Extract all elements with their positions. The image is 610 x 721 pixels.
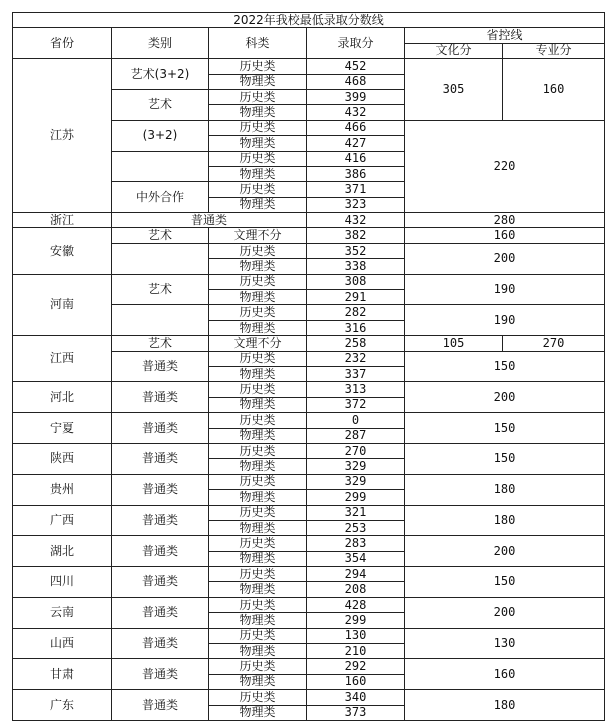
category-cell: 普通类 — [112, 213, 307, 228]
score-cell: 232 — [307, 351, 405, 366]
score-cell: 270 — [307, 443, 405, 458]
subject-cell: 历史类 — [209, 536, 307, 551]
score-cell: 352 — [307, 243, 405, 258]
subject-cell: 历史类 — [209, 659, 307, 674]
province-cell: 山西 — [13, 628, 112, 659]
subject-cell: 历史类 — [209, 567, 307, 582]
table-row — [13, 382, 605, 397]
control-line-cell: 190 — [405, 274, 605, 305]
province-cell: 陕西 — [13, 443, 112, 474]
subject-cell: 历史类 — [209, 474, 307, 489]
category-cell: 普通类 — [112, 505, 209, 536]
control-line-cell: 200 — [405, 243, 605, 274]
subject-cell: 历史类 — [209, 351, 307, 366]
subject-cell: 历史类 — [209, 243, 307, 258]
subject-cell: 历史类 — [209, 690, 307, 705]
score-cell: 354 — [307, 551, 405, 566]
header-culture-score: 文化分 — [405, 43, 503, 58]
table-row — [13, 536, 605, 551]
score-cell: 427 — [307, 136, 405, 151]
province-cell: 安徽 — [13, 228, 112, 274]
table-row — [13, 443, 605, 458]
subject-cell: 历史类 — [209, 305, 307, 320]
subject-cell: 物理类 — [209, 259, 307, 274]
score-cell: 283 — [307, 536, 405, 551]
subject-cell: 物理类 — [209, 644, 307, 659]
score-cell: 372 — [307, 397, 405, 412]
province-cell: 云南 — [13, 597, 112, 628]
subject-cell: 历史类 — [209, 151, 307, 166]
culture-line-cell: 105 — [405, 336, 503, 351]
province-cell: 浙江 — [13, 213, 112, 228]
category-cell: 普通类 — [112, 382, 209, 413]
admission-score-table — [12, 12, 605, 721]
score-cell: 210 — [307, 644, 405, 659]
category-cell: 普通类 — [112, 536, 209, 567]
score-cell: 253 — [307, 520, 405, 535]
subject-cell: 历史类 — [209, 89, 307, 104]
subject-cell: 物理类 — [209, 551, 307, 566]
score-cell: 337 — [307, 366, 405, 381]
score-cell: 466 — [307, 120, 405, 135]
control-line-cell: 150 — [405, 443, 605, 474]
category-cell: 普通类 — [112, 413, 209, 444]
category-cell: 艺术 — [112, 336, 209, 351]
score-cell: 316 — [307, 320, 405, 335]
control-line-cell: 150 — [405, 413, 605, 444]
score-cell: 299 — [307, 613, 405, 628]
table-row — [13, 567, 605, 582]
subject-cell: 历史类 — [209, 413, 307, 428]
province-cell: 广西 — [13, 505, 112, 536]
category-cell-empty — [112, 151, 209, 182]
category-cell: 普通类 — [112, 567, 209, 598]
subject-cell: 历史类 — [209, 382, 307, 397]
province-cell: 甘肃 — [13, 659, 112, 690]
score-cell: 340 — [307, 690, 405, 705]
score-cell: 308 — [307, 274, 405, 289]
table-row — [13, 659, 605, 674]
score-cell: 313 — [307, 382, 405, 397]
category-cell-empty — [112, 305, 209, 336]
subject-cell: 文理不分 — [209, 228, 307, 243]
category-cell: (3+2) — [112, 120, 209, 151]
control-line-cell: 150 — [405, 351, 605, 382]
subject-cell: 物理类 — [209, 105, 307, 120]
subject-cell: 历史类 — [209, 59, 307, 74]
score-cell: 291 — [307, 290, 405, 305]
control-line-cell: 180 — [405, 690, 605, 721]
score-cell: 386 — [307, 166, 405, 181]
subject-cell: 物理类 — [209, 582, 307, 597]
category-cell: 普通类 — [112, 443, 209, 474]
score-cell: 208 — [307, 582, 405, 597]
score-cell: 292 — [307, 659, 405, 674]
category-cell-empty — [112, 243, 209, 274]
province-cell: 四川 — [13, 567, 112, 598]
category-cell: 普通类 — [112, 628, 209, 659]
subject-cell: 物理类 — [209, 397, 307, 412]
score-cell: 468 — [307, 74, 405, 89]
category-cell: 普通类 — [112, 690, 209, 721]
subject-cell: 历史类 — [209, 182, 307, 197]
score-cell: 160 — [307, 674, 405, 689]
score-cell: 373 — [307, 705, 405, 720]
control-line-cell: 180 — [405, 505, 605, 536]
control-line-cell: 200 — [405, 382, 605, 413]
control-line-cell: 200 — [405, 536, 605, 567]
control-line-cell: 130 — [405, 628, 605, 659]
header-score: 录取分 — [307, 28, 405, 59]
province-cell: 湖北 — [13, 536, 112, 567]
score-cell: 299 — [307, 490, 405, 505]
table-row — [13, 474, 605, 489]
score-cell: 452 — [307, 59, 405, 74]
subject-cell: 物理类 — [209, 366, 307, 381]
subject-cell: 物理类 — [209, 290, 307, 305]
category-cell: 中外合作 — [112, 182, 209, 213]
table-row — [13, 597, 605, 612]
category-cell: 普通类 — [112, 351, 209, 382]
category-cell: 普通类 — [112, 659, 209, 690]
table-row — [13, 690, 605, 705]
subject-cell: 历史类 — [209, 505, 307, 520]
subject-cell: 物理类 — [209, 166, 307, 181]
category-cell: 普通类 — [112, 474, 209, 505]
subject-cell: 物理类 — [209, 74, 307, 89]
header-major-score: 专业分 — [503, 43, 605, 58]
subject-cell: 物理类 — [209, 490, 307, 505]
province-cell: 江西 — [13, 336, 112, 382]
category-cell: 艺术 — [112, 89, 209, 120]
score-cell: 0 — [307, 413, 405, 428]
category-cell: 普通类 — [112, 597, 209, 628]
control-line-cell: 220 — [405, 120, 605, 212]
score-cell: 432 — [307, 105, 405, 120]
score-cell: 258 — [307, 336, 405, 351]
province-cell: 江苏 — [13, 59, 112, 213]
control-line-cell: 160 — [405, 659, 605, 690]
category-cell: 艺术(3+2) — [112, 59, 209, 90]
province-cell: 宁夏 — [13, 413, 112, 444]
province-cell: 广东 — [13, 690, 112, 721]
subject-cell: 物理类 — [209, 197, 307, 212]
culture-line-cell: 305 — [405, 59, 503, 121]
subject-cell: 物理类 — [209, 428, 307, 443]
subject-cell: 物理类 — [209, 520, 307, 535]
control-line-cell: 160 — [405, 228, 605, 243]
score-cell: 321 — [307, 505, 405, 520]
score-cell: 382 — [307, 228, 405, 243]
province-cell: 贵州 — [13, 474, 112, 505]
subject-cell: 物理类 — [209, 674, 307, 689]
score-cell: 416 — [307, 151, 405, 166]
score-cell: 329 — [307, 459, 405, 474]
subject-cell: 物理类 — [209, 459, 307, 474]
score-cell: 130 — [307, 628, 405, 643]
subject-cell: 历史类 — [209, 443, 307, 458]
score-cell: 399 — [307, 89, 405, 104]
subject-cell: 物理类 — [209, 320, 307, 335]
category-cell: 艺术 — [112, 274, 209, 305]
score-cell: 338 — [307, 259, 405, 274]
subject-cell: 文理不分 — [209, 336, 307, 351]
control-line-cell: 190 — [405, 305, 605, 336]
score-cell: 432 — [307, 213, 405, 228]
control-line-cell: 150 — [405, 567, 605, 598]
table-row — [13, 505, 605, 520]
category-cell: 艺术 — [112, 228, 209, 243]
control-line-cell: 280 — [405, 213, 605, 228]
table-title: 2022年我校最低录取分数线 — [13, 13, 605, 28]
score-cell: 323 — [307, 197, 405, 212]
score-cell: 287 — [307, 428, 405, 443]
subject-cell: 历史类 — [209, 120, 307, 135]
subject-cell: 物理类 — [209, 705, 307, 720]
header-subject: 科类 — [209, 28, 307, 59]
score-cell: 371 — [307, 182, 405, 197]
score-cell: 294 — [307, 567, 405, 582]
major-line-cell: 160 — [503, 59, 605, 121]
subject-cell: 物理类 — [209, 613, 307, 628]
province-cell: 河北 — [13, 382, 112, 413]
header-control-line: 省控线 — [405, 28, 605, 43]
subject-cell: 历史类 — [209, 274, 307, 289]
header-category: 类别 — [112, 28, 209, 59]
subject-cell: 物理类 — [209, 136, 307, 151]
score-cell: 329 — [307, 474, 405, 489]
table-row — [13, 628, 605, 643]
header-province: 省份 — [13, 28, 112, 59]
subject-cell: 历史类 — [209, 628, 307, 643]
control-line-cell: 180 — [405, 474, 605, 505]
control-line-cell: 200 — [405, 597, 605, 628]
province-cell: 河南 — [13, 274, 112, 336]
score-cell: 282 — [307, 305, 405, 320]
subject-cell: 历史类 — [209, 597, 307, 612]
table-row — [13, 413, 605, 428]
score-cell: 428 — [307, 597, 405, 612]
major-line-cell: 270 — [503, 336, 605, 351]
